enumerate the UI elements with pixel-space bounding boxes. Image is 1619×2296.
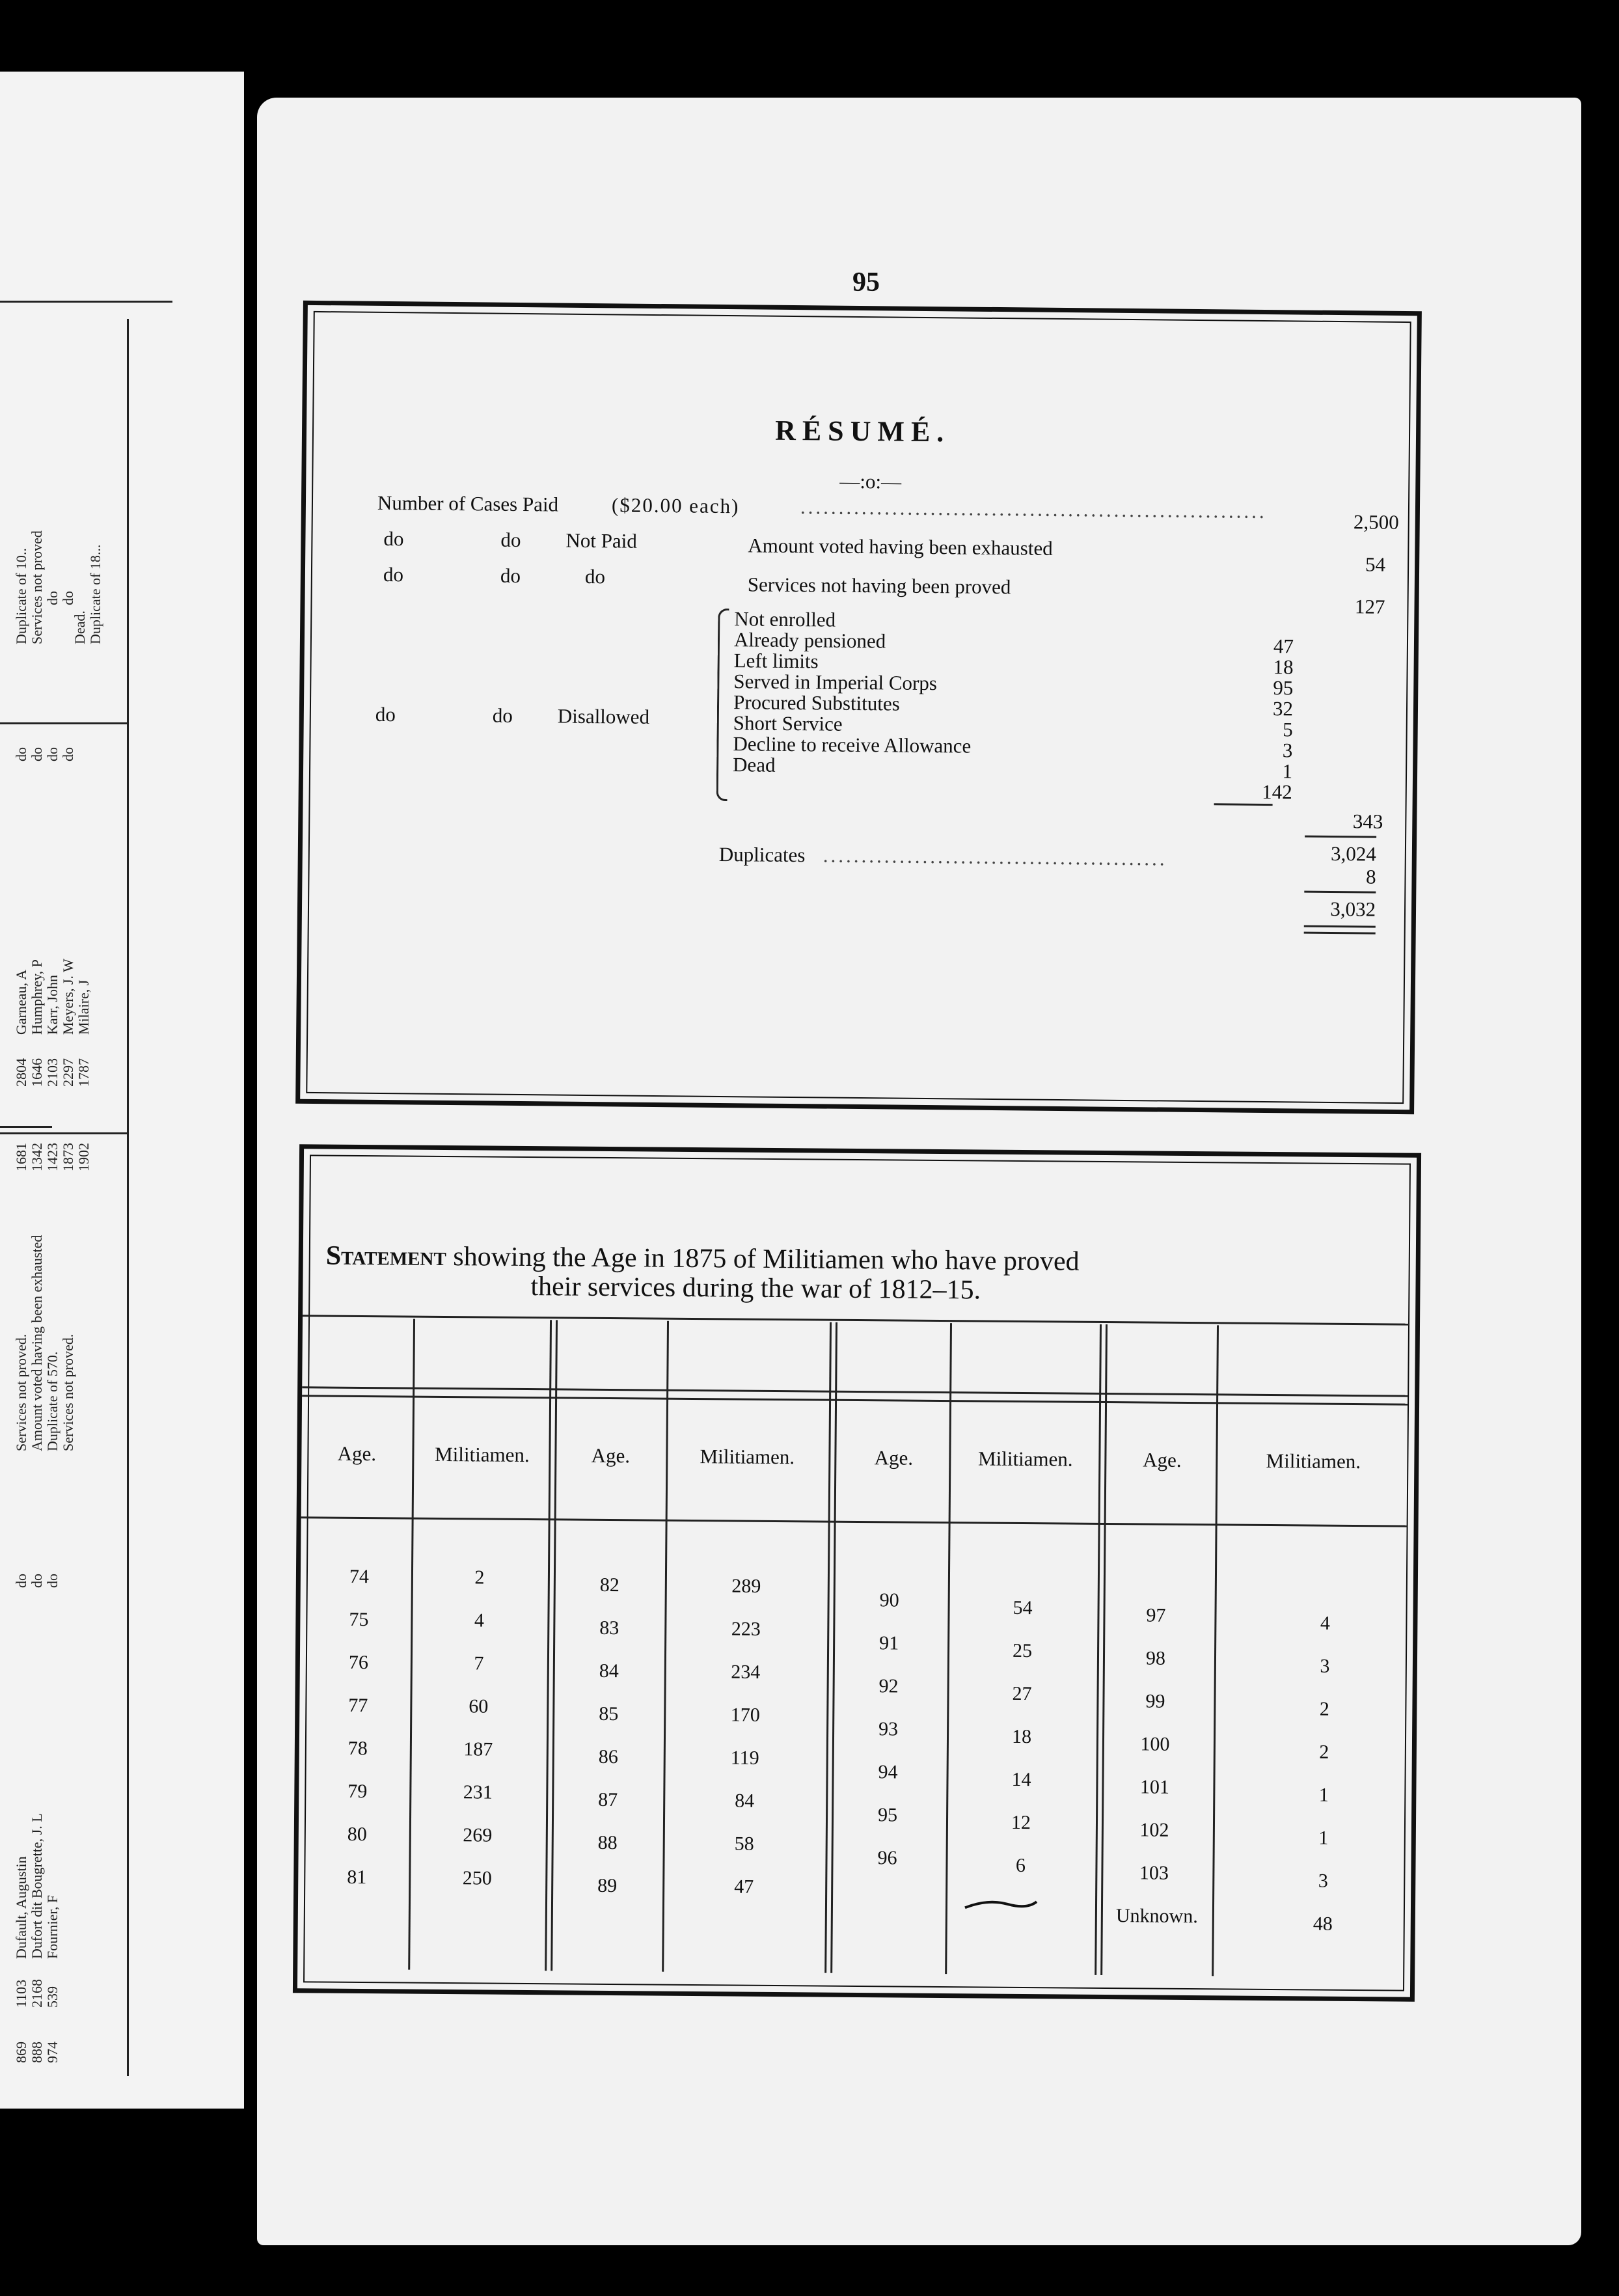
age-cell: 81 bbox=[347, 1866, 367, 1889]
statement-title-rest: showing the Age in 1875 of Militiamen who have proved bbox=[446, 1242, 1080, 1277]
left-text: 2297 bbox=[60, 1058, 76, 1087]
left-text: do bbox=[44, 591, 61, 605]
dot-leader: ............................................. bbox=[823, 843, 1167, 870]
col-header-age: Age. bbox=[337, 1442, 377, 1466]
militiamen-cell: 3 bbox=[1320, 1655, 1330, 1677]
rule bbox=[945, 1323, 952, 1974]
militiamen-cell: 25 bbox=[1012, 1639, 1033, 1662]
col-header-age: Age. bbox=[874, 1446, 914, 1469]
resume-row-desc: Amount voted having been exhausted bbox=[748, 534, 1053, 560]
left-text: do bbox=[44, 747, 61, 761]
left-text: Services not proved bbox=[29, 530, 45, 644]
militiamen-cell: 27 bbox=[1012, 1682, 1032, 1705]
duplicates-value: 8 bbox=[1365, 865, 1376, 888]
age-cell: 78 bbox=[347, 1737, 368, 1760]
rule bbox=[1214, 803, 1273, 806]
statement-title-line2: their services during the war of 1812–15. bbox=[530, 1272, 981, 1305]
age-cell: 101 bbox=[1139, 1776, 1170, 1798]
age-cell: 98 bbox=[1145, 1647, 1166, 1669]
left-text: Dufort dit Bougrette, J. L bbox=[29, 1813, 45, 1959]
militiamen-cell: 7 bbox=[474, 1652, 484, 1674]
disallowed-item: Not enrolled bbox=[734, 607, 836, 631]
rule bbox=[0, 301, 172, 303]
resume-row-label: Not Paid bbox=[565, 528, 637, 553]
resume-row-label: Number of Cases Paid bbox=[377, 491, 559, 516]
disallowed-item: Already pensioned bbox=[733, 628, 886, 653]
col-header-age: Age. bbox=[1143, 1448, 1182, 1471]
militiamen-cell: 269 bbox=[463, 1824, 493, 1846]
resume-row-label: do bbox=[584, 564, 606, 588]
left-text: do bbox=[13, 1574, 29, 1588]
rule bbox=[1212, 1325, 1219, 1976]
militiamen-cell: 18 bbox=[1011, 1725, 1032, 1748]
dot-leader: ............................................................. bbox=[800, 495, 1267, 523]
age-cell: 87 bbox=[598, 1788, 618, 1811]
militiamen-cell: 250 bbox=[462, 1867, 492, 1889]
age-cell: 83 bbox=[599, 1617, 619, 1639]
resume-row-value: 2,500 bbox=[1353, 510, 1399, 534]
col-header-militiamen: Militiamen. bbox=[1266, 1449, 1361, 1473]
brace bbox=[716, 608, 729, 801]
age-cell: 85 bbox=[599, 1702, 619, 1725]
rule bbox=[303, 1315, 1409, 1325]
militiamen-cell: 3 bbox=[1318, 1870, 1328, 1892]
rule bbox=[830, 1322, 837, 1973]
left-text: Duplicate of 10.. bbox=[13, 548, 29, 644]
disallowed-item: Left limits bbox=[733, 649, 819, 673]
left-text: 869 bbox=[13, 2042, 29, 2063]
militiamen-cell: 54 bbox=[1013, 1596, 1033, 1619]
age-cell: 99 bbox=[1145, 1690, 1165, 1712]
left-text: 2804 bbox=[13, 1058, 29, 1087]
rule bbox=[1304, 925, 1376, 928]
age-cell: 74 bbox=[349, 1565, 370, 1588]
left-page-fragment bbox=[0, 72, 244, 2109]
disallowed-value: 5 bbox=[1283, 718, 1293, 741]
left-text: 1902 bbox=[75, 1143, 92, 1171]
left-text: do bbox=[60, 591, 76, 605]
left-text: 974 bbox=[44, 2042, 61, 2063]
age-cell: 100 bbox=[1140, 1733, 1170, 1755]
disallowed-item: Dead bbox=[732, 753, 776, 776]
militiamen-cell: 47 bbox=[734, 1876, 754, 1898]
militiamen-cell: 234 bbox=[731, 1661, 761, 1683]
left-text: Dufault, Augustin bbox=[13, 1856, 29, 1959]
resume-title: RÉSUMÉ. bbox=[774, 414, 951, 448]
militiamen-cell: 60 bbox=[469, 1695, 489, 1717]
page-number: 95 bbox=[852, 267, 880, 297]
left-text: Meyers, J. W bbox=[60, 959, 76, 1035]
rule bbox=[1305, 836, 1376, 838]
age-cell: 77 bbox=[348, 1694, 368, 1717]
left-text: Services not proved. bbox=[60, 1333, 76, 1451]
left-text: Fournier, F bbox=[44, 1894, 61, 1959]
age-cell: 93 bbox=[878, 1718, 899, 1740]
resume-sum: 3,024 bbox=[1330, 841, 1377, 866]
militiamen-cell: 12 bbox=[1011, 1811, 1031, 1834]
disallowed-total: 343 bbox=[1352, 810, 1383, 833]
statement-box bbox=[293, 1144, 1421, 2002]
left-text: do bbox=[44, 1574, 61, 1588]
left-text: 2168 bbox=[29, 1979, 45, 2008]
left-text: do bbox=[29, 747, 45, 761]
disallowed-item: Served in Imperial Corps bbox=[733, 670, 938, 695]
resume-row-desc: ($20.00 each) bbox=[611, 493, 740, 518]
age-cell: Unknown. bbox=[1115, 1905, 1198, 1928]
militiamen-cell: 84 bbox=[735, 1790, 755, 1812]
disallowed-value: 3 bbox=[1282, 739, 1293, 762]
resume-row-label: do bbox=[383, 526, 404, 551]
resume-row-value: 127 bbox=[1354, 595, 1385, 618]
rule bbox=[551, 1320, 558, 1971]
age-cell: 95 bbox=[877, 1804, 898, 1826]
militiamen-cell: 6 bbox=[1015, 1854, 1026, 1877]
statement-title bbox=[326, 1240, 1080, 1278]
disallowed-item: Procured Substitutes bbox=[733, 690, 900, 715]
militiamen-cell: 14 bbox=[1011, 1768, 1031, 1791]
disallowed-subtotal: 142 bbox=[1262, 780, 1292, 804]
age-cell: 102 bbox=[1139, 1819, 1169, 1841]
age-cell: 84 bbox=[599, 1660, 619, 1682]
rule bbox=[0, 1126, 52, 1128]
age-cell: 103 bbox=[1139, 1862, 1169, 1884]
rule bbox=[1304, 891, 1376, 894]
rule bbox=[127, 319, 129, 2076]
resume-row-value: 54 bbox=[1365, 553, 1386, 576]
grand-total: 3,032 bbox=[1330, 897, 1376, 921]
col-header-militiamen: Militiamen. bbox=[977, 1447, 1073, 1471]
militiamen-cell: 48 bbox=[1313, 1913, 1333, 1935]
left-text: 539 bbox=[44, 1986, 61, 2008]
statement-title-lead: Statement bbox=[325, 1240, 447, 1272]
disallowed-item: Decline to receive Allowance bbox=[733, 732, 972, 758]
resume-divider: —:o:— bbox=[839, 469, 902, 493]
age-cell: 80 bbox=[347, 1823, 367, 1846]
left-text: do bbox=[60, 747, 76, 761]
left-text: 1342 bbox=[29, 1143, 45, 1171]
resume-row-desc: Services not having been proved bbox=[747, 573, 1011, 599]
duplicates-label: Duplicates bbox=[718, 842, 806, 867]
left-text: 1681 bbox=[13, 1143, 29, 1171]
age-cell: 96 bbox=[877, 1847, 897, 1869]
militiamen-cell: 4 bbox=[1320, 1612, 1331, 1634]
rule bbox=[0, 1132, 127, 1134]
age-cell: 79 bbox=[347, 1780, 368, 1803]
rule bbox=[408, 1319, 415, 1970]
resume-row-label: do bbox=[500, 528, 521, 552]
disallowed-value: 32 bbox=[1272, 697, 1294, 720]
militiamen-cell: 223 bbox=[731, 1618, 761, 1640]
disallowed-value: 95 bbox=[1273, 676, 1294, 700]
left-text: 1787 bbox=[75, 1058, 92, 1087]
militiamen-cell: 58 bbox=[734, 1833, 754, 1855]
militiamen-cell: 187 bbox=[463, 1738, 493, 1760]
disallowed-value: 1 bbox=[1282, 759, 1293, 783]
rule bbox=[0, 722, 127, 724]
age-cell: 82 bbox=[599, 1574, 619, 1596]
left-text: Amount voted having been exhausted bbox=[29, 1235, 45, 1451]
left-text: Garneau, A bbox=[13, 969, 29, 1035]
age-cell: 92 bbox=[878, 1675, 899, 1697]
left-text: 888 bbox=[29, 2042, 45, 2063]
left-text: Dead. bbox=[72, 610, 88, 644]
left-text: do bbox=[13, 747, 29, 761]
rule bbox=[302, 1386, 1408, 1397]
resume-row-label: Disallowed bbox=[557, 704, 650, 728]
age-cell: 75 bbox=[349, 1608, 369, 1631]
left-text: 1423 bbox=[44, 1143, 61, 1171]
age-cell: 91 bbox=[879, 1632, 899, 1654]
resume-row-label: do bbox=[383, 562, 404, 586]
militiamen-cell: 231 bbox=[463, 1781, 493, 1803]
resume-row-label: do bbox=[375, 702, 396, 726]
militiamen-cell: 170 bbox=[730, 1704, 760, 1726]
disallowed-item: Short Service bbox=[733, 711, 843, 735]
dash-mark bbox=[962, 1894, 1040, 1915]
left-text: Duplicate of 570. bbox=[44, 1351, 61, 1451]
disallowed-value: 47 bbox=[1273, 635, 1294, 658]
militiamen-cell: 4 bbox=[474, 1609, 485, 1632]
rule bbox=[1304, 932, 1376, 935]
age-cell: 94 bbox=[878, 1761, 898, 1783]
rule bbox=[1100, 1324, 1108, 1975]
militiamen-cell: 2 bbox=[474, 1566, 485, 1589]
left-text: Services not proved. bbox=[13, 1333, 29, 1451]
left-text: Milaire, J bbox=[75, 979, 92, 1035]
age-cell: 89 bbox=[597, 1874, 618, 1897]
rule bbox=[301, 1516, 1408, 1527]
militiamen-cell: 289 bbox=[731, 1575, 761, 1597]
age-cell: 76 bbox=[348, 1651, 369, 1674]
rule bbox=[302, 1395, 1408, 1405]
left-text: Karr, John bbox=[44, 975, 61, 1035]
col-header-militiamen: Militiamen. bbox=[700, 1445, 795, 1469]
left-text: 1646 bbox=[29, 1058, 45, 1087]
age-cell: 90 bbox=[879, 1589, 899, 1611]
age-cell: 88 bbox=[597, 1831, 618, 1854]
left-text: Humphrey, P bbox=[29, 959, 45, 1035]
col-header-age: Age. bbox=[591, 1443, 631, 1468]
militiamen-cell: 2 bbox=[1319, 1741, 1329, 1763]
disallowed-value: 18 bbox=[1273, 655, 1294, 679]
left-text: Duplicate of 18... bbox=[87, 544, 103, 644]
militiamen-cell: 2 bbox=[1319, 1698, 1330, 1720]
col-header-militiamen: Militiamen. bbox=[435, 1442, 530, 1467]
age-cell: 86 bbox=[598, 1745, 618, 1768]
militiamen-cell: 1 bbox=[1318, 1784, 1329, 1806]
age-cell: 97 bbox=[1146, 1604, 1166, 1626]
militiamen-cell: 119 bbox=[730, 1747, 759, 1769]
militiamen-cell: 1 bbox=[1318, 1827, 1329, 1849]
resume-row-label: do bbox=[500, 564, 521, 588]
rule bbox=[662, 1321, 669, 1972]
left-text: 1873 bbox=[60, 1143, 76, 1171]
left-text: do bbox=[29, 1574, 45, 1588]
left-text: 1103 bbox=[13, 1979, 29, 2008]
left-text: 2103 bbox=[44, 1058, 61, 1087]
resume-box bbox=[295, 301, 1422, 1114]
resume-row-label: do bbox=[492, 704, 513, 727]
